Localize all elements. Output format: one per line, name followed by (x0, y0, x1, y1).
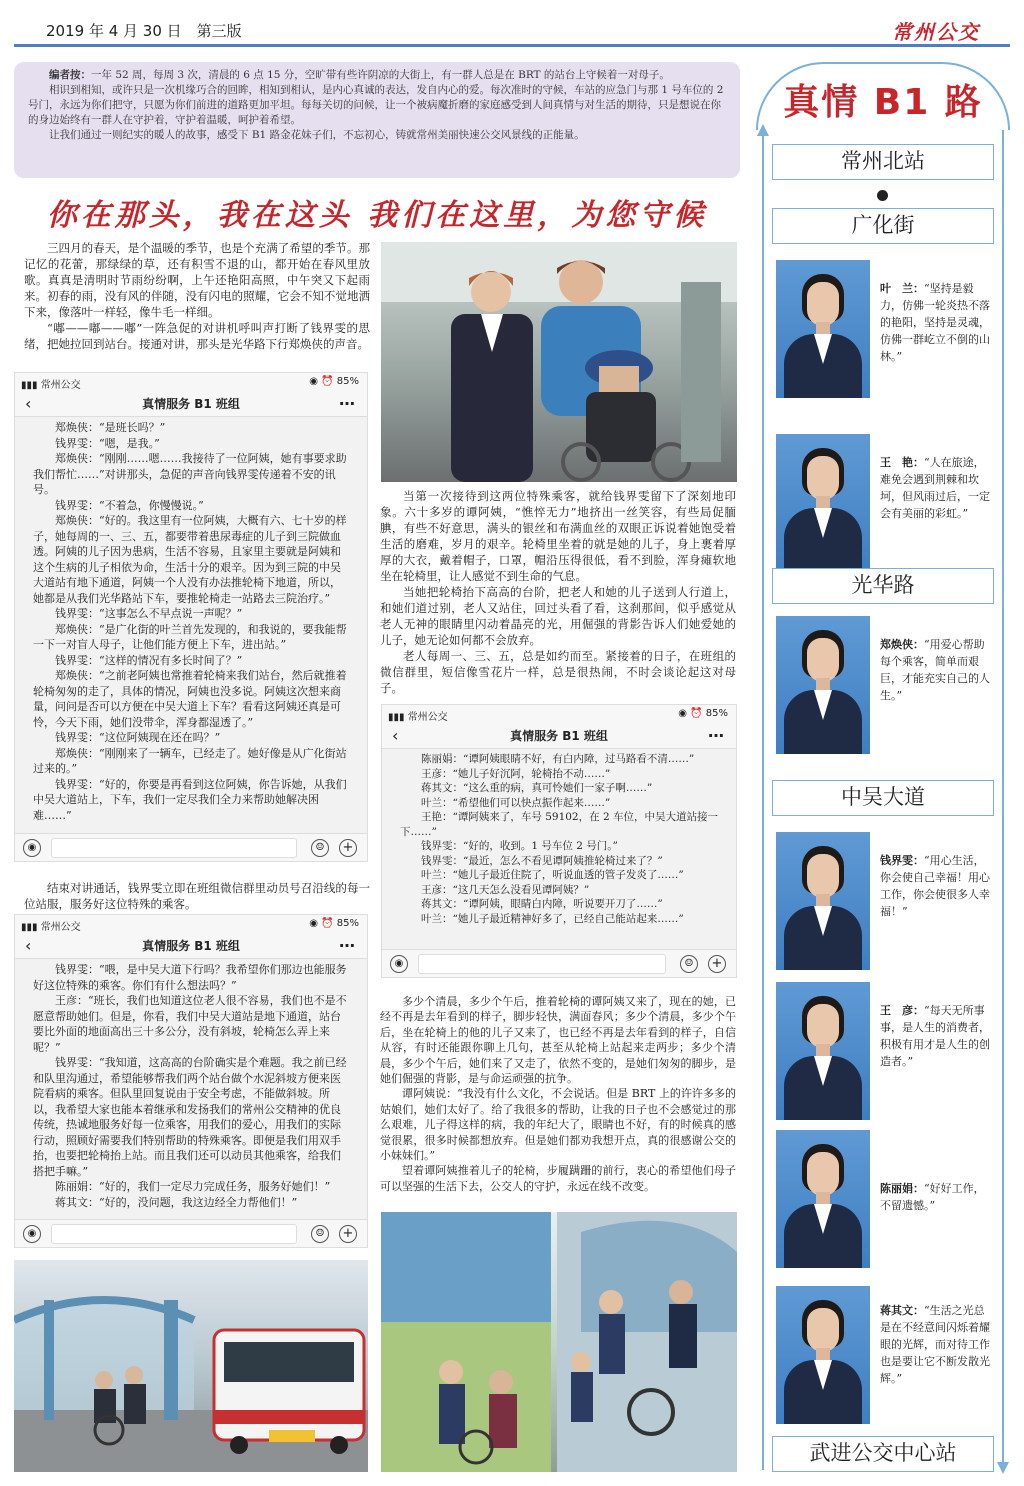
photo-staff-helping-art (381, 242, 737, 482)
chat-input-bar (382, 949, 736, 977)
staff-portrait (776, 260, 870, 398)
chat-message: 郑焕侠：“之前老阿姨也常推着轮椅来我们站台，然后就推着轮椅匆匆的走了，具体的情况，阿姨也没多说。阿姨这次想来商量，问问是否可以方便在中吴大道上下车？看看这阿姨还真是可怜，今天下雨，她们没带伞，浑身都湿透了。” (33, 669, 347, 729)
staff-name: 郑焕侠： (880, 638, 924, 651)
editor-note-p1 (28, 68, 726, 83)
chat-nav-bar (382, 723, 736, 749)
staff-quote (880, 1180, 994, 1214)
article-paragraph: 结束对讲通话，钱界雯立即在班组微信群里动员号召沿线的每一位站服，服务好这位特殊的乘客。 (24, 881, 370, 911)
staff-portrait (776, 434, 870, 572)
staff-quote (880, 280, 994, 365)
chat-message: 叶兰：“她儿子最近精神好多了，已经自己能站起来……” (421, 912, 684, 925)
staff-name: 钱界雯： (880, 854, 924, 867)
more-icon[interactable]: … (708, 722, 724, 741)
staff-portrait (776, 982, 870, 1120)
chat-group-title: 真情服务 B1 班组 (142, 939, 240, 953)
staff-card (776, 832, 994, 972)
staff-motto: “用心生活，你会使自己幸福！用心工作，你会使很多人幸福！” (880, 854, 990, 918)
staff-card (776, 260, 994, 400)
main-title: 你在那头，我在这头 我们在这里，为您守候 (46, 198, 708, 233)
chat-message: 钱界雯：“好的，你要是再看到这位阿姨，你告诉她，从我们中吴大道站上，下车，我们一定尽我们全力来帮助她解决困难……” (33, 777, 347, 822)
emoji-icon[interactable]: ☺ (311, 1225, 329, 1243)
chat-message: 叶兰：“她儿子最近住院了，听说血透的管子发炎了……” (421, 869, 684, 881)
battery-indicator: ◉ ⏰ 85% (678, 708, 728, 719)
article-center-top (380, 488, 736, 696)
header-rule (14, 44, 1010, 47)
article-center-bottom (380, 994, 736, 1194)
station-changzhou-north: 常州北站 (772, 144, 994, 180)
staff-quote (880, 852, 994, 920)
chat-messages (15, 959, 367, 1213)
staff-portrait (776, 616, 870, 754)
chat-messages (15, 417, 367, 826)
status-bar (382, 705, 736, 723)
battery-indicator: ◉ ⏰ 85% (309, 376, 359, 387)
station-wujin-bus-center: 武进公交中心站 (772, 1436, 994, 1472)
chat-message: 钱界雯：“我知道，这高高的台阶确实是个难题。我之前已经和队里沟通过，希望能够帮我们两个站台做个水泥斜坡方便来医院看病的乘客。但队里回复说由于安全考虑，不能做斜坡。所以，我希望大家也能本着继承和发扬我们的常州公交精神的优良传统，热诚地服务好每一位乘客，用我们的爱心，用我们的实际行动，照顾好需要我们特别帮助的特殊乘客。即便是我们用双手抬，也要把轮椅抬上站。而且我们还可以动员其他乘客，给我们搭把手嘛。” (33, 1056, 347, 1178)
article-paragraph: 多少个清晨，多少个午后，推着轮椅的谭阿姨又来了，现在的她，已经不再是去年看到的样子，脚步轻快，满面春风；多少个清晨，多少个午后，坐在轮椅上的他的儿子又来了，也已经不再是去年看到的样子，自信从容，有时还能跟你聊上几句，甚至从轮椅上站起来走两步；多少个清晨，多少个午后，她们来了又走了，依然不变的，是她们匆匆的脚步，是她们倔强的背影，是与命运顽强的抗争。 (380, 995, 736, 1086)
article-paragraph: 三四月的春天，是个温暖的季节，也是个充满了希望的季节。那记忆的花蕾，那绿绿的草，还有积雪不退的山，都开始在春风里放歌。真真是清明时节雨纷纷啊，上午还艳阳高照，中午突又下起雨来。初春的雨，没有风的伴随，没有闪电的照耀，它会不知不觉地洒下来，像落叶一样轻，像牛毛一样细。 (24, 241, 370, 319)
chat-message: 蒋其文：“这么重的病，真可怜她们一家子啊……” (421, 782, 653, 794)
staff-motto: “人在旅途，难免会遇到荆棘和坎坷，但风雨过后，一定会有美丽的彩虹。” (880, 456, 990, 520)
station-guanghua-street: 广化街 (772, 208, 994, 244)
chat-input-bar (15, 1219, 367, 1247)
chat-input[interactable] (51, 1224, 297, 1244)
staff-name: 叶 兰： (880, 282, 924, 295)
chat-message: 钱界雯：“好的，收到。1 号车位 2 号门。” (421, 840, 618, 852)
chat-screenshot-3 (381, 704, 737, 978)
plus-icon[interactable]: + (708, 955, 726, 973)
staff-name: 王 彦： (880, 1004, 924, 1017)
plus-icon[interactable]: + (339, 1225, 357, 1243)
staff-quote (880, 454, 994, 522)
staff-card (776, 434, 994, 574)
signal-icon: ▮▮▮ (21, 922, 41, 933)
chat-input-bar (15, 833, 367, 861)
arrow-down-icon (997, 1462, 1009, 1474)
photo-collage (381, 1212, 737, 1472)
route-sidebar (756, 62, 1010, 1480)
chat-message: 郑焕侠：“好的。我这里有一位阿姨，大概有六、七十岁的样子，她每周的一、三、五，都要带着患尿毒症的儿子到三院做血透。阿姨的儿子因为患病，生活不容易，且家里主要就是阿姨和这个生病的儿子相依为命，生活十分的艰辛。因为到三院的中吴大道站有地下通道，阿姨一个人没有办法推轮椅下地道，所以，她都是从我们光华路站下车，要推轮椅走一站路去三院治疗。” (33, 514, 347, 605)
editor-note-label: 编者按： (49, 69, 91, 81)
staff-name: 陈丽娟： (880, 1182, 924, 1195)
chat-message: 郑焕侠：“刚刚……嗯……我接待了一位阿姨，她有事要求助我们帮忙……”对讲那头，急促的声音向钱界雯传递着不安的讯号。 (33, 452, 347, 496)
station-zhongwu-avenue: 中吴大道 (772, 780, 994, 816)
voice-icon[interactable]: ◉ (23, 839, 41, 857)
article-mid (24, 880, 370, 912)
station-guanghua-road: 光华路 (772, 568, 994, 604)
chat-message: 叶兰：“希望他们可以快点振作起来……” (421, 796, 611, 809)
staff-motto: “好好工作，不留遗憾。” (880, 1182, 985, 1212)
staff-name: 王 艳： (880, 456, 924, 469)
more-icon[interactable]: … (339, 390, 355, 409)
editor-note-text1: 一年 52 周，每周 3 次，清晨的 6 点 15 分，空旷带有些许阴凉的大街上，有一群人总是在 BRT 的站台上守候着一对母子。 (91, 69, 670, 81)
article-paragraph: “嘟——嘟——嘟”一阵急促的对讲机呼叫声打断了钱界雯的思绪，把她拉回到站台。接通对讲，那头是光华路下行郑焕侠的声音。 (24, 321, 370, 351)
staff-card (776, 1130, 994, 1270)
status-bar (15, 373, 367, 391)
route-line-left (762, 130, 764, 1470)
article-paragraph: 谭阿姨说：“我没有什么文化，不会说话。但是 BRT 上的许许多多的姑娘们，她们太好了。给了我很多的帮助，让我的日子也不会感觉过的那么艰难，儿子得这样的病，我的年纪大了，眼睛也不好，有的时候真的感觉很累，很多时候都想放弃。但是她们都劝我想开点，真的很感谢公交的小妹妹们。” (380, 1087, 736, 1163)
issue-date: 2019 年 4 月 30 日 第三版 (46, 22, 242, 40)
chat-message: 郑焕侠：“是班长吗？” (55, 421, 166, 434)
chat-message: 王彦：“她儿子好沉阿，轮椅抬不动……” (421, 767, 611, 780)
back-arrow-icon[interactable]: ‹ (25, 936, 32, 955)
chat-message: 钱界雯：“这事怎么不早点说一声呢？” (55, 607, 243, 620)
staff-portrait (776, 1286, 870, 1424)
editor-note-p3: 让我们通过一则纪实的暖人的故事，感受下 B1 路金花妹子们，不忘初心，铸就常州美丽快速公交风景线的正能量。 (49, 129, 585, 141)
photo-collage-art (381, 1212, 737, 1472)
chat-group-title: 真情服务 B1 班组 (142, 397, 240, 411)
chat-screenshot-1 (14, 372, 368, 862)
photo-staff-helping (381, 242, 737, 482)
arrow-up-icon (757, 124, 769, 136)
brand-logo: 常州公交 (892, 20, 980, 44)
chat-message: 陈丽娟：“谭阿姨眼睛不好，有白内障，过马路看不清……” (421, 753, 695, 765)
chat-message: 蒋其文：“好的，没问题，我这边经全力帮他们！” (55, 1195, 298, 1209)
article-intro (24, 240, 370, 352)
chat-message: 王彦：“班长，我们也知道这位老人很不容易，我们也不是不愿意帮助她们。但是，你看，我们中吴大道站是地下通道，站台要比外面的地面高出三十多公分，没有斜坡，轮椅怎么弄上来呢？” (33, 994, 347, 1054)
staff-motto: “坚持是毅力，仿佛一轮炎热不落的艳阳，坚持是灵魂，仿佛一群屹立不倒的山林。” (880, 282, 990, 363)
page-header (14, 14, 1010, 46)
article-paragraph: 当第一次接待到这两位特殊乘客，就给钱界雯留下了深刻地印象。六十多岁的谭阿姨，“憔悴无力”地挤出一丝笑容，有些局促腼腆，有些不好意思，满头的银丝和布满血丝的双眼正诉说着她饱受着生活的磨难，岁月的艰辛。轮椅里坐着的就是她的儿子，身上裹着厚厚的大衣，戴着帽子，口罩，帽沿压得很低，看不到脸，浑身瘫软地坐在轮椅里，让人感觉不到生命的气息。 (380, 489, 736, 583)
photo-brt-station-art (14, 1260, 368, 1472)
staff-quote (880, 1302, 994, 1387)
photo-brt-station (14, 1260, 368, 1472)
chat-message: 王艳：“谭阿姨来了，车号 59102，在 2 车位，中吴大道站接一下……” (400, 811, 718, 838)
route-dot-icon (877, 190, 888, 201)
battery-indicator: ◉ ⏰ 85% (309, 918, 359, 929)
chat-message: 陈丽娟：“好的，我们一定尽力完成任务，服务好她们！” (55, 1180, 331, 1193)
chat-message: 钱界雯：“嗯，是我。” (55, 436, 160, 450)
back-arrow-icon[interactable]: ‹ (392, 726, 399, 745)
chat-message: 钱界雯：“不着急，你慢慢说。” (55, 498, 204, 512)
status-bar (15, 915, 367, 933)
staff-quote (880, 636, 994, 704)
chat-message: 钱界雯：“最近，怎么不看见谭阿姨推轮椅过来了？” (421, 854, 663, 867)
staff-motto: “生活之光总是在不经意间闪烁着耀眼的光辉，而对待工作也是要让它不断发散光辉。” (880, 1304, 990, 1385)
more-icon[interactable]: … (339, 932, 355, 951)
back-arrow-icon[interactable]: ‹ (25, 394, 32, 413)
chat-input[interactable] (51, 838, 297, 858)
article-paragraph: 当她把轮椅抬下高高的台阶，把老人和她的儿子送到人行道上，和她们道过别，老人又站住，回过头看了看，这刹那间，似乎感觉从老人无神的眼睛里闪动着晶亮的光，用倔强的背影告诉人们她爱她的儿子，她无论如何都不会放弃。 (380, 585, 736, 647)
route-title: 真情 B1 路 (756, 62, 1010, 130)
chat-messages (382, 749, 736, 929)
staff-name: 蒋其文： (880, 1304, 924, 1317)
staff-motto: “每天无所事事，是人生的消费者，积极有用才是人生的创造者。” (880, 1004, 990, 1068)
chat-message: 郑焕侠：“刚刚来了一辆车，已经走了。她好像是从广化街站过来的。” (33, 746, 347, 775)
article-paragraph: 老人每周一、三、五，总是如约而至。紧接着的日子，在班组的微信群里，短信像雪花片一样，总是很热闹，不时会谈论起这对母子。 (380, 649, 736, 695)
editor-note-p2: 相识到相知，或许只是一次机缘巧合的回眸，相知到相认，是内心真诚的表达，发自内心的爱。每次准时的守候，车站的应急门与那 1 号车位的 2 号门，永远为你们把守，只愿为你们前进的道路更加平坦。每每关切的问候，让一个被病魔折磨的家庭感受到人间真情与对生活的期待，只是想说在你的身边始终有一群人在守护着，守护着温暖，呵护着希望。 (28, 84, 724, 126)
staff-card (776, 1286, 994, 1426)
chat-message: 钱界雯：“这样的情况有多长时间了？” (55, 653, 243, 667)
emoji-icon[interactable]: ☺ (311, 839, 329, 857)
chat-group-title: 真情服务 B1 班组 (510, 729, 608, 743)
voice-icon[interactable]: ◉ (23, 1225, 41, 1243)
signal-icon: ▮▮▮ (388, 712, 408, 723)
chat-message: 郑焕侠：“是广化街的叶兰首先发现的，和我说的，要我能帮一下一对盲人母子，让他们能方便上下车，进出站。” (33, 622, 347, 651)
carrier-label: 常州公交 (40, 380, 81, 391)
editor-note (14, 62, 740, 178)
carrier-label: 常州公交 (40, 922, 81, 933)
chat-screenshot-2 (14, 914, 368, 1248)
staff-portrait (776, 832, 870, 970)
staff-quote (880, 1002, 994, 1070)
chat-nav-bar (15, 933, 367, 959)
route-line-right (1002, 130, 1004, 1470)
staff-card (776, 982, 994, 1122)
chat-input[interactable] (418, 954, 666, 974)
chat-nav-bar (15, 391, 367, 417)
chat-message: 钱界雯：“喂，是中吴大道下行吗？我希望你们那边也能服务好这位特殊的乘客。你们有什么想法吗？” (33, 963, 347, 992)
staff-motto: “用爱心帮助每个乘客，简单而艰巨，才能充实自己的人生。” (880, 638, 990, 702)
chat-message: 钱界雯：“这位阿姨现在还在吗？” (55, 731, 221, 744)
carrier-label: 常州公交 (407, 712, 448, 723)
emoji-icon[interactable]: ☺ (680, 955, 698, 973)
staff-portrait (776, 1130, 870, 1268)
plus-icon[interactable]: + (339, 839, 357, 857)
voice-icon[interactable]: ◉ (390, 955, 408, 973)
staff-card (776, 616, 994, 756)
chat-message: 蒋其文：“谭阿姨，眼睛白内障，听说要开刀了……” (421, 898, 663, 910)
signal-icon: ▮▮▮ (21, 380, 41, 391)
chat-message: 王彦：“这几天怎么没看见谭阿姨？” (421, 883, 590, 896)
article-paragraph: 望着谭阿姨推着儿子的轮椅，步履蹒跚的前行，衷心的希望他们母子可以坚强的生活下去，公交人的守护，永远在线不改变。 (380, 1164, 736, 1193)
